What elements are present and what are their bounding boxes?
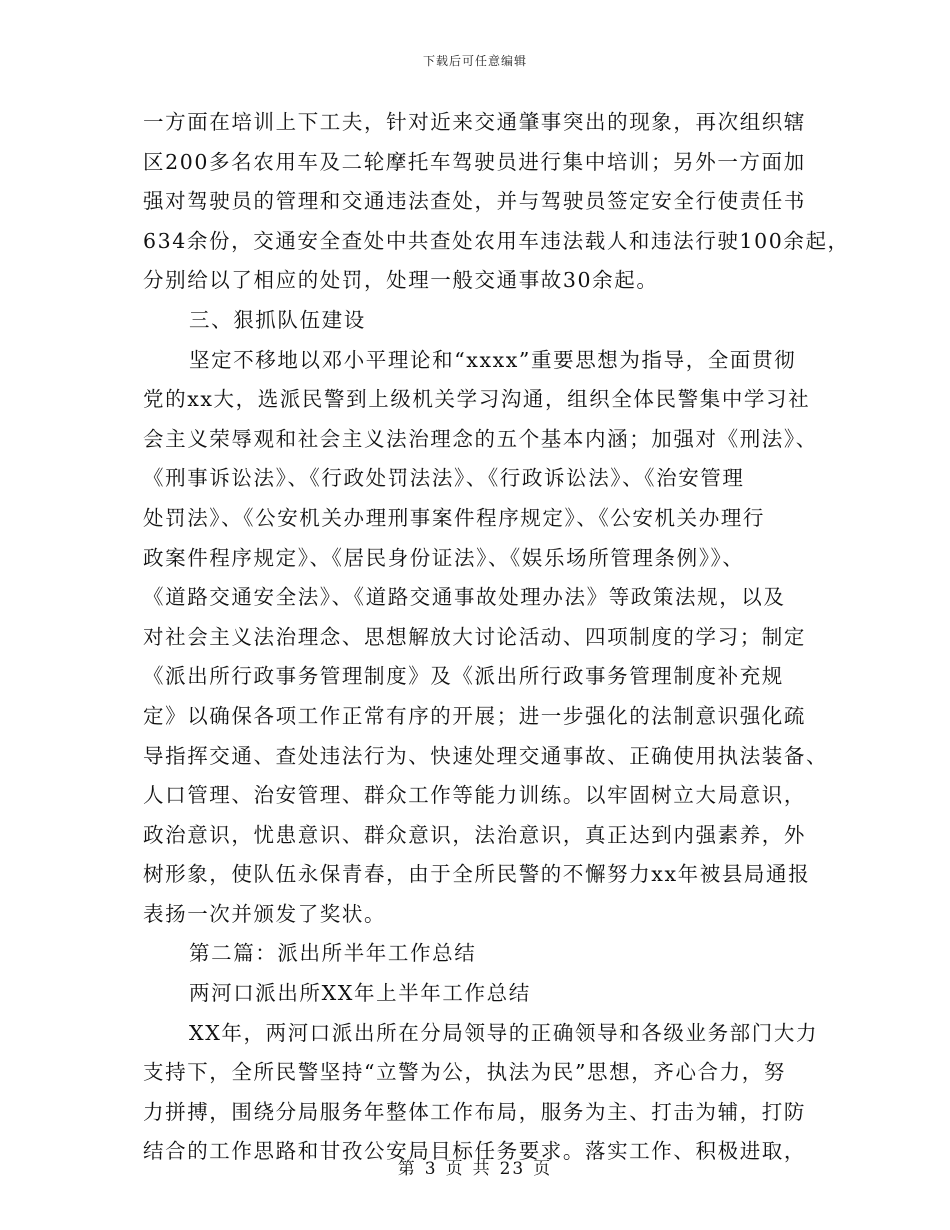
text-line: 政案件程序规定》、《居民身份证法》、《娱乐场所管理条例》》、 bbox=[143, 545, 745, 570]
text-line: 树形象，使队伍永保青春，由于全所民警的不懈努力xx年被县局通报 bbox=[143, 862, 811, 887]
footer-total-word: 共 bbox=[472, 1159, 492, 1179]
text-line: 对社会主义法治理念、思想解放大讨论活动、四项制度的学习；制定 bbox=[143, 624, 806, 649]
text-line: 坚定不移地以邓小平理论和“xxxx”重要思想为指导，全面贯彻 bbox=[189, 347, 797, 372]
text-line: 第二篇：派出所半年工作总结 bbox=[189, 941, 477, 966]
text-line: 人口管理、治安管理、群众工作等能力训练。以牢固树立大局意识， bbox=[143, 783, 806, 808]
text-line: 两河口派出所XX年上半年工作总结 bbox=[189, 981, 531, 1006]
text-line: 会主义荣辱观和社会主义法治理念的五个基本内涵；加强对《刑法》、 bbox=[143, 426, 818, 451]
text-line: 《派出所行政事务管理制度》及《派出所行政事务管理制度补充规 bbox=[143, 664, 784, 689]
text-line: 634余份，交通安全查处中共查处农用车违法载人和违法行驶100余起， bbox=[143, 228, 850, 253]
text-line: 定》以确保各项工作正常有序的开展；进一步强化的法制意识强化疏 bbox=[143, 703, 806, 728]
text-line: 区200多名农用车及二轮摩托车驾驶员进行集中培训；另外一方面加 bbox=[143, 149, 806, 174]
page-footer bbox=[0, 1154, 950, 1179]
text-line: 一方面在培训上下工夫，针对近来交通肇事突出的现象，再次组织辖 bbox=[143, 110, 806, 134]
footer-prefix: 第 bbox=[397, 1159, 417, 1179]
text-line: 强对驾驶员的管理和交通违法查处，并与驾驶员签定安全行使责任书 bbox=[143, 189, 806, 214]
text-line: 政治意识，忧患意识、群众意识，法治意识，真正达到内强素养，外 bbox=[143, 822, 806, 847]
footer-current-page: 3 bbox=[424, 1159, 438, 1179]
text-line: 党的xx大，选派民警到上级机关学习沟通，组织全体民警集中学习社 bbox=[143, 387, 811, 412]
text-line: XX年，两河口派出所在分局领导的正确领导和各级业务部门大力 bbox=[189, 1020, 819, 1045]
text-line: 导指挥交通、查处违法行为、快速处理交通事故、正确使用执法装备、 bbox=[143, 743, 829, 768]
footer-total-pages: 23 bbox=[499, 1159, 526, 1179]
page-header: 下载后可任意编辑 bbox=[422, 54, 527, 68]
text-line: 《道路交通安全法》、《道路交通事故处理办法》等政策法规，以及 bbox=[143, 585, 786, 610]
footer-page-word: 页 bbox=[445, 1159, 465, 1179]
text-line: 分别给以了相应的处罚，处理一般交通事故30余起。 bbox=[143, 268, 659, 293]
text-line: 表扬一次并颁发了奖状。 bbox=[143, 901, 387, 926]
footer-suffix: 页 bbox=[533, 1159, 553, 1179]
document-body bbox=[143, 103, 850, 1172]
text-line: 结合的工作思路和甘孜公安局目标任务要求。落实工作、积极进取， bbox=[143, 1139, 806, 1164]
text-line: 《刑事诉讼法》、《行政处罚法法》、《行政诉讼法》、《治安管理 bbox=[143, 466, 745, 491]
text-line: 三、狠抓队伍建设 bbox=[189, 307, 366, 332]
text-line: 支持下，全所民警坚持“立警为公，执法为民”思想，齐心合力，努 bbox=[143, 1060, 786, 1085]
text-line: 力拼搏，围绕分局服务年整体工作布局，服务为主、打击为辅，打防 bbox=[143, 1099, 806, 1124]
text-line: 处罚法》、《公安机关办理刑事案件程序规定》、《公安机关办理行 bbox=[143, 505, 765, 530]
